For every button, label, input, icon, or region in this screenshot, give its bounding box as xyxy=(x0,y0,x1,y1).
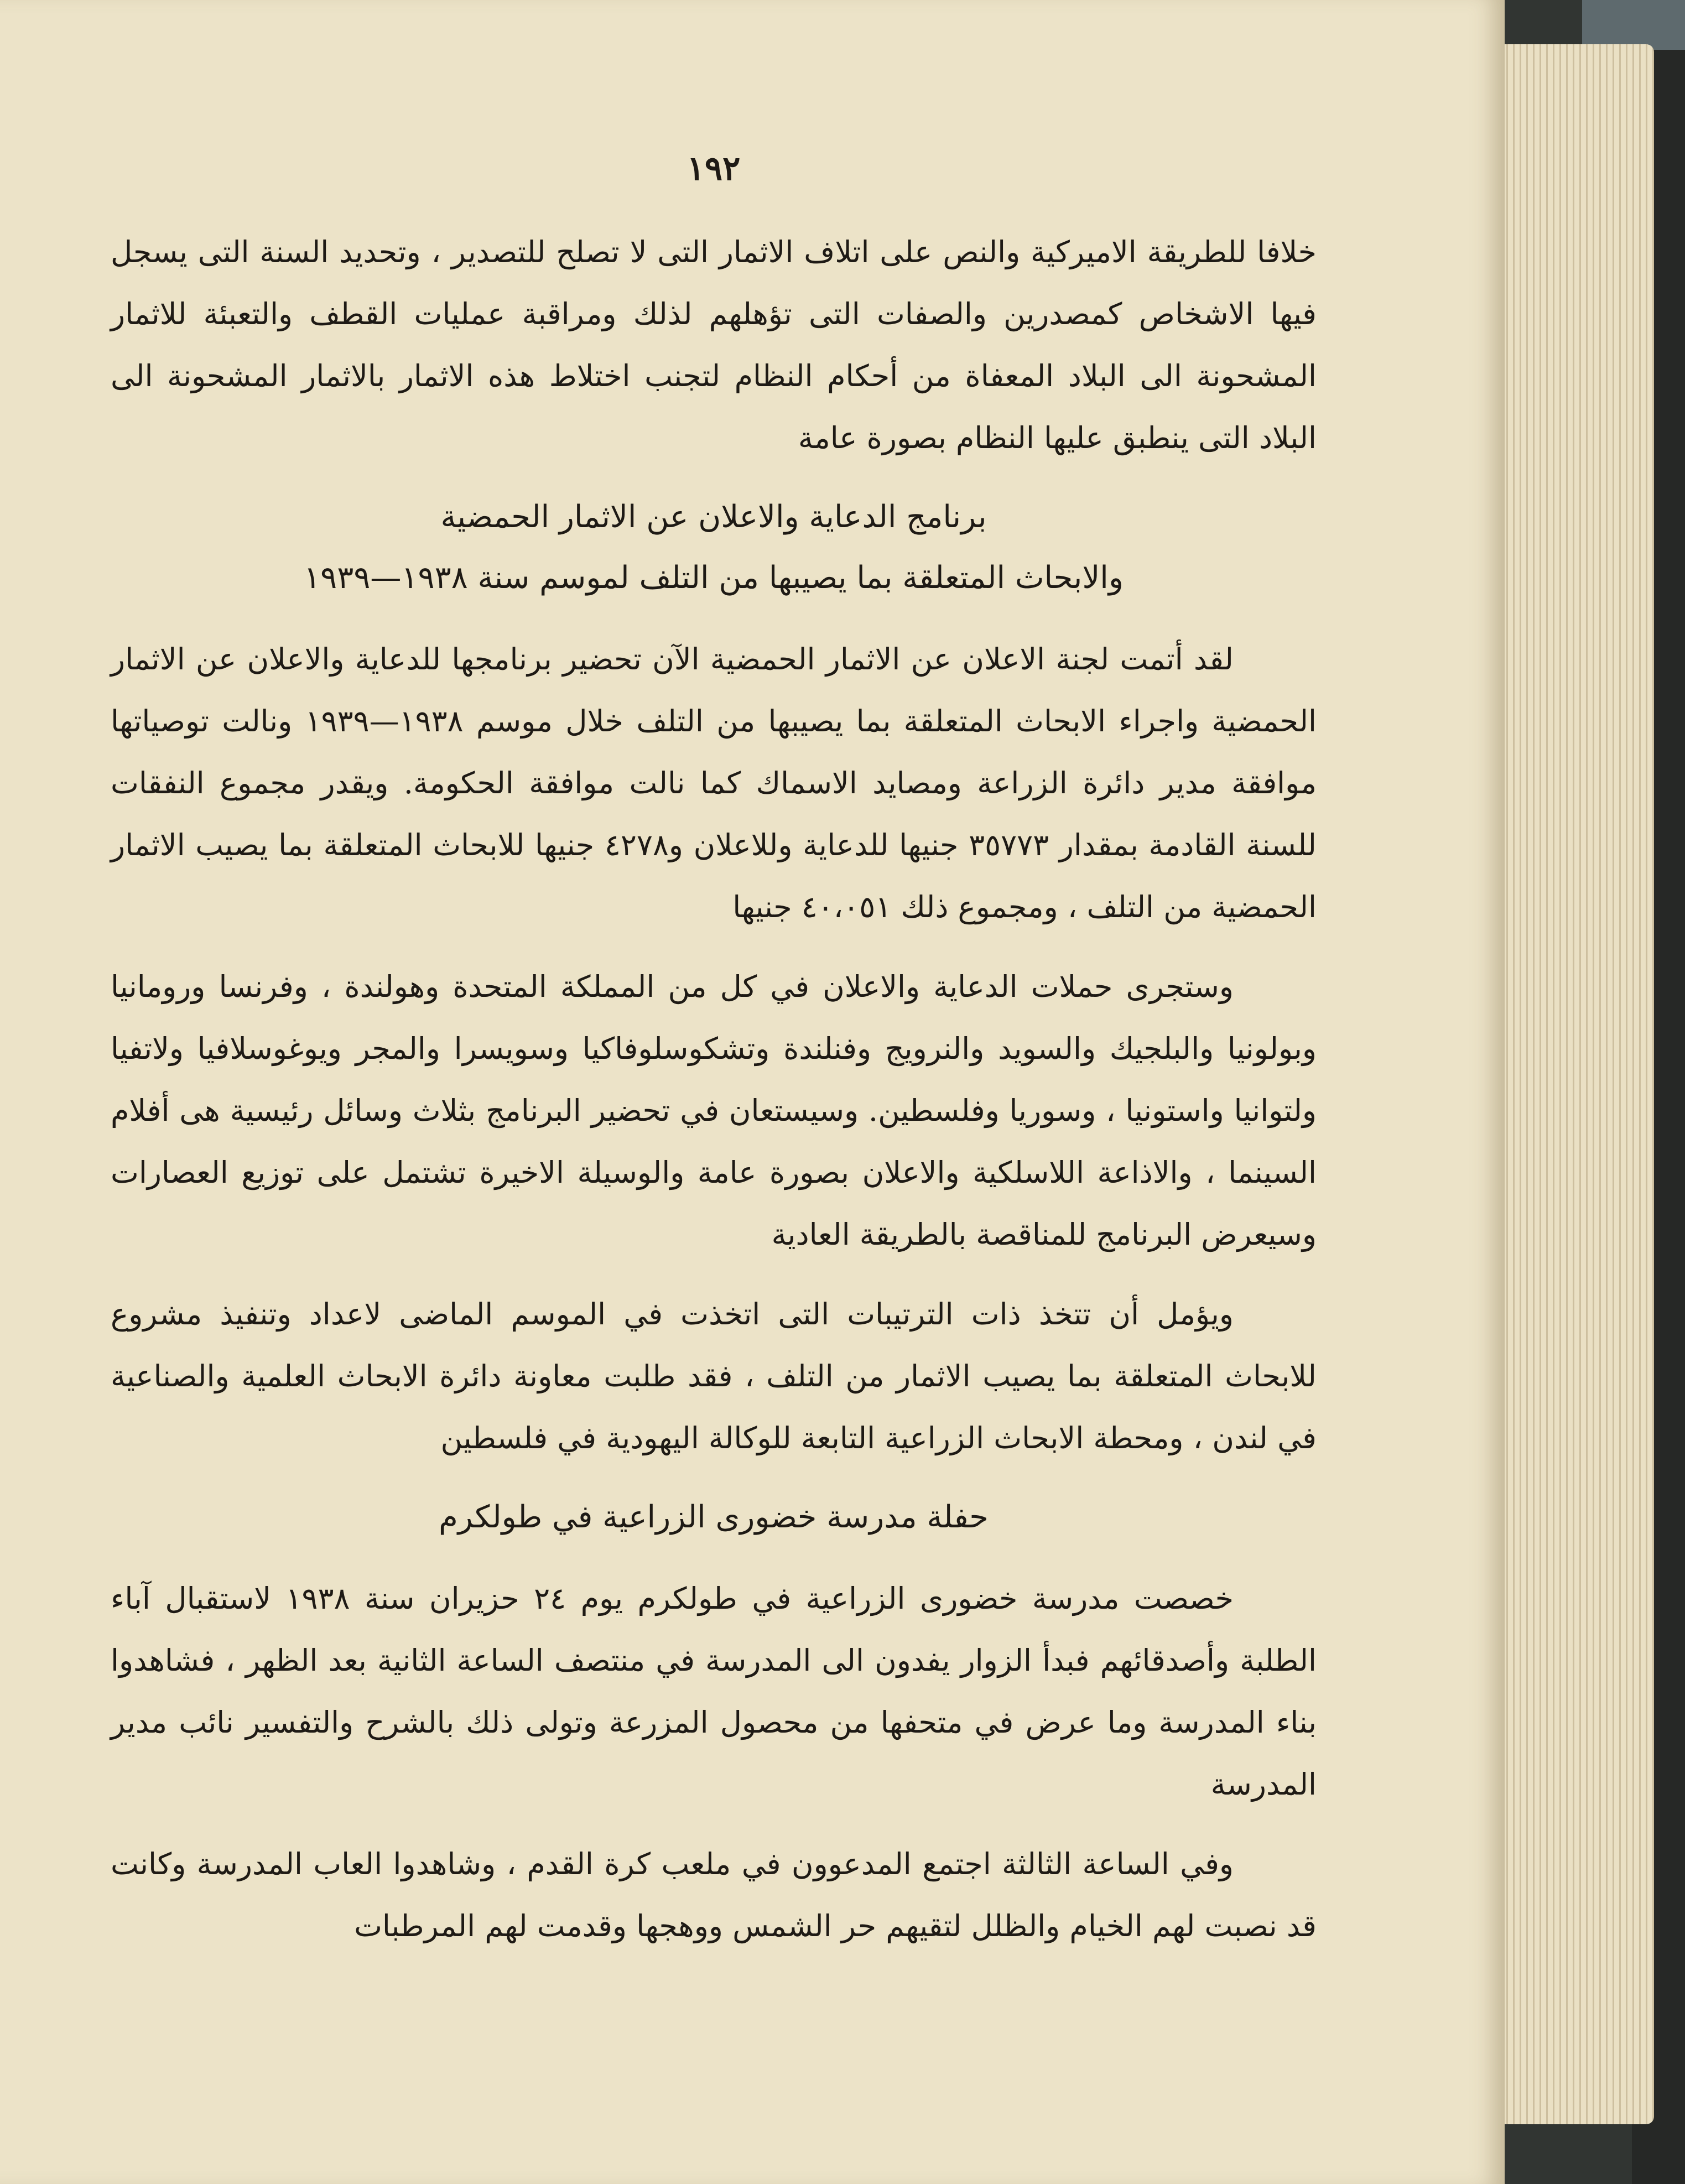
paragraph-campaign-countries: وستجرى حملات الدعاية والاعلان في كل من المملكة المتحدة وهولندة ، وفرنسا ورومانيا وبولونيا والبلجيك والسويد والنرويج وفنلندة وتشكوسلوفاكيا وسويسرا والمجر ويوغوسلافيا ولاتفيا ولتوانيا واستونيا ، وسوريا وفلسطين. وسيستعان في تحضير البرنامج بثلاث وسائل رئيسية هى أفلام السينما ، والاذاعة اللاسلكية والاعلان بصورة عامة والوسيلة الاخيرة تشتمل على توزيع العصارات وسيعرض البرنامج للمناقصة بالطريقة العادية xyxy=(111,969,1317,1252)
section-heading-school-celebration: حفلة مدرسة خضورى الزراعية في طولكرم xyxy=(439,1499,989,1535)
cover-corner xyxy=(1582,0,1685,50)
section-heading-line-2: والابحاث المتعلقة بما يصيبها من التلف لموسم سنة ١٩٣٨—١٩٣٩ xyxy=(304,560,1124,596)
paragraph-committee-program: لقد أتمت لجنة الاعلان عن الاثمار الحمضية الآن تحضير برنامجها للدعاية والاعلان عن الاثمار الحمضية واجراء الابحاث المتعلقة بما يصيبها من التلف خلال موسم ١٩٣٨—١٩٣٩ ونالت توصياتها موافقة مدير دائرة الزراعة ومصايد الاسماك كما نالت موافقة الحكومة. ويقدر مجموع النفقات للسنة القادمة بمقدار ٣٥٧٧٣ جنيها للدعاية وللاعلان و٤٢٧٨ جنيها للابحاث المتعلقة بما يصيب الاثمار الحمضية من التلف ، ومجموع ذلك ٤٠،٠٥١ جنيها xyxy=(111,642,1317,924)
paragraph-football-field: وفي الساعة الثالثة اجتمع المدعوون في ملعب كرة القدم ، وشاهدوا العاب المدرسة وكانت قد نصبت لهم الخيام والظلل لتقيهم حر الشمس ووهجها وقدمت لهم المرطبات xyxy=(111,1847,1317,1943)
intro-paragraph: خلافا للطريقة الاميركية والنص على اتلاف الاثمار التى لا تصلح للتصدير ، وتحديد السنة التى يسجل فيها الاشخاص كمصدرين والصفات التى تؤهلهم لذلك ومراقبة عمليات القطف والتعبئة للاثمار المشحونة الى البلاد المعفاة من أحكام النظام لتجنب اختلاط هذه الاثمار بالاثمار المشحونة الى البلاد التى ينطبق عليها النظام بصورة عامة xyxy=(111,235,1317,455)
paragraph-school-visit: خصصت مدرسة خضورى الزراعية في طولكرم يوم ٢٤ حزيران سنة ١٩٣٨ لاستقبال آباء الطلبة وأصدقائهم فبدأ الزوار يفدون الى المدرسة في منتصف الساعة الثانية بعد الظهر ، فشاهدوا بناء المدرسة وما عرض في متحفها من محصول المزرعة وتولى ذلك بالشرح والتفسير نائب مدير المدرسة xyxy=(111,1581,1317,1802)
section-heading-line-1: برنامج الدعاية والاعلان عن الاثمار الحمضية xyxy=(440,499,987,535)
page-number: ١٩٢ xyxy=(687,149,741,188)
page-text-block xyxy=(111,149,1317,1975)
paragraph-research-arrangements: ويؤمل أن تتخذ ذات الترتيبات التى اتخذت في الموسم الماضى لاعداد وتنفيذ مشروع للابحاث المتعلقة بما يصيب الاثمار من التلف ، فقد طلبت معاونة دائرة الابحاث العلمية والصناعية في لندن ، ومحطة الابحاث الزراعية التابعة للوكالة اليهودية في فلسطين xyxy=(111,1297,1317,1455)
section-heading-citrus-advertising xyxy=(111,487,1317,609)
page-edges xyxy=(1488,44,1654,2124)
